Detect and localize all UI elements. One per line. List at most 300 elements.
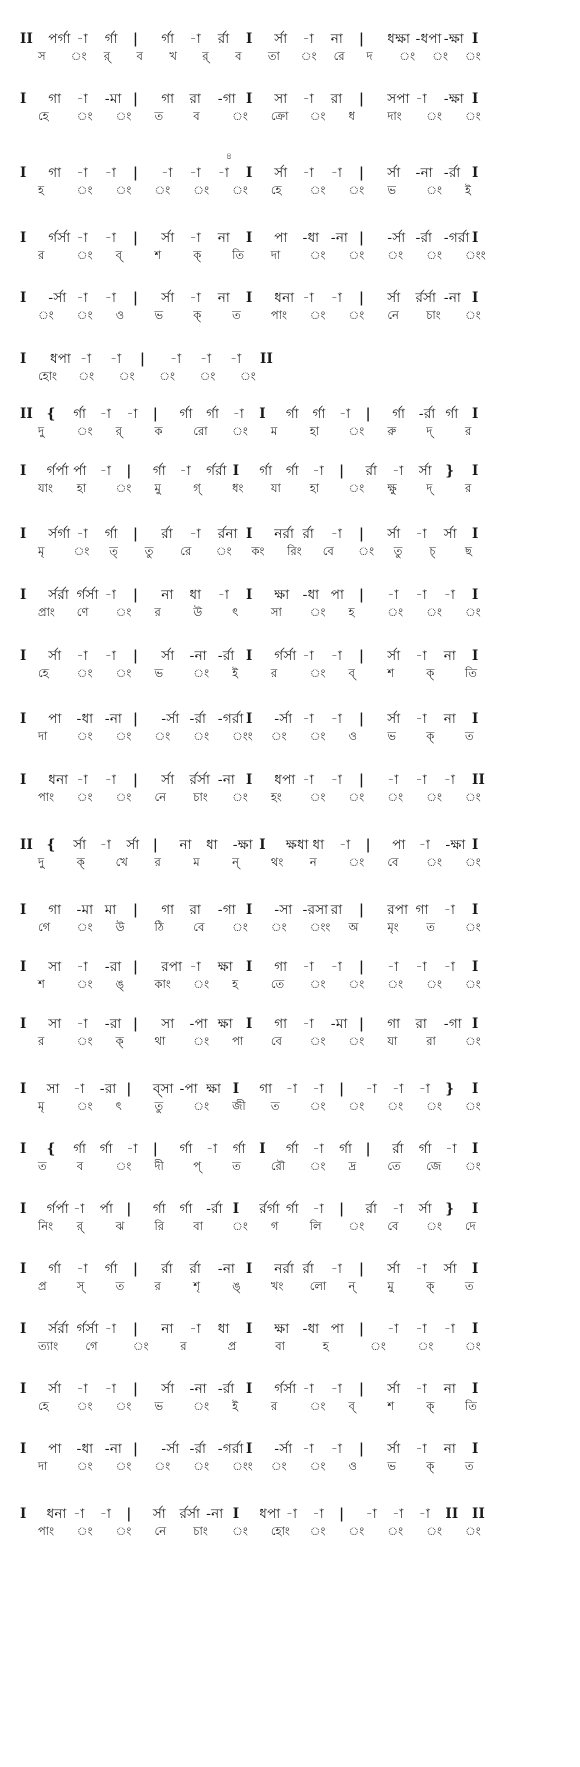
lyric-syllable: ং — [76, 1399, 93, 1413]
swara-note: -া — [302, 165, 314, 181]
lyric-syllable: তে — [387, 1159, 401, 1173]
lyric-syllable: ং — [426, 248, 442, 262]
lyric-syllable: দী — [154, 1159, 164, 1173]
lyric-syllable: স — [38, 49, 46, 63]
lyric-row — [0, 1218, 580, 1234]
bar-separator: | — [133, 959, 139, 975]
swara-note: না — [217, 290, 230, 306]
bar-separator: I — [259, 1141, 266, 1157]
bar-separator: I — [472, 91, 479, 107]
swara-note: পা — [48, 711, 62, 727]
lyric-syllable: ক্ — [426, 1399, 435, 1413]
lyric-syllable: পাং — [38, 1524, 55, 1538]
bar-separator: I — [246, 526, 253, 542]
lyric-syllable: তি — [465, 1399, 477, 1413]
swara-note: -া — [104, 1321, 117, 1337]
bar-separator: I — [20, 230, 27, 246]
lyric-syllable: জী — [232, 1099, 246, 1113]
swara-row — [0, 1440, 580, 1458]
swara-note: -রা — [104, 1016, 122, 1032]
lyric-syllable: ং — [309, 248, 326, 262]
bar-separator: I — [20, 1506, 27, 1522]
swara-note: ধা — [217, 1321, 230, 1337]
swara-note: র্সা — [387, 1381, 401, 1397]
swara-note: -া — [217, 165, 230, 181]
swara-row — [0, 586, 580, 604]
swara-note: র্গর্সা — [76, 1321, 99, 1337]
swara-note: -মা — [104, 91, 122, 107]
swara-note: -ক্ষা — [443, 31, 464, 47]
swara-note: গা — [415, 902, 429, 918]
bar-separator: | — [133, 902, 139, 918]
lyric-syllable: ং — [387, 248, 404, 262]
lyric-syllable: চ্ — [429, 544, 436, 558]
swara-note: -া — [415, 959, 427, 975]
swara-note: সা — [48, 1016, 62, 1032]
swara-note: -া — [302, 772, 314, 788]
lyric-syllable: পা — [232, 1034, 244, 1048]
lyric-syllable: রে — [333, 49, 345, 63]
swara-note: -া — [206, 1141, 218, 1157]
swara-note: -রসা — [302, 902, 329, 918]
lyric-syllable: ও — [348, 729, 357, 743]
swara-note: সা — [46, 1081, 60, 1097]
lyric-syllable: ভ — [154, 308, 164, 322]
lyric-syllable: ংং — [232, 1459, 253, 1473]
bar-separator: I — [246, 902, 253, 918]
lyric-syllable: দ্র — [348, 1159, 357, 1173]
lyric-syllable: প্ — [193, 1159, 202, 1173]
swara-note: রপা — [387, 902, 409, 918]
notation-line — [0, 771, 580, 805]
lyric-syllable: ং — [115, 1524, 132, 1538]
swara-note: -া — [104, 772, 117, 788]
bar-separator: I — [259, 406, 266, 422]
bar-separator: I — [246, 290, 253, 306]
lyric-syllable: ন্ — [348, 1279, 356, 1293]
lyric-syllable: র — [270, 1399, 278, 1413]
lyric-syllable: ং — [154, 1459, 171, 1473]
bar-separator: II — [260, 351, 274, 367]
lyric-row — [0, 976, 580, 992]
swara-note: র্সা — [387, 711, 401, 727]
bar-separator: I — [472, 959, 479, 975]
lyric-syllable: ং — [270, 729, 287, 743]
bar-separator: I — [246, 1381, 253, 1397]
swara-row — [0, 289, 580, 307]
swara-note: র্গা — [161, 31, 175, 47]
lyric-syllable: ং — [309, 109, 326, 123]
swara-note: -া — [415, 526, 427, 542]
swara-note: র্রা — [302, 1261, 315, 1277]
lyric-syllable: ং — [348, 790, 365, 804]
swara-note: -া — [76, 1261, 88, 1277]
lyric-row — [0, 789, 580, 805]
bar-separator: I — [20, 587, 27, 603]
swara-row — [0, 405, 580, 423]
swara-row — [0, 647, 580, 665]
lyric-syllable: বে — [322, 544, 334, 558]
bar-separator: I — [472, 1381, 479, 1397]
notation-line — [0, 710, 580, 744]
swara-note: -গা — [217, 91, 236, 107]
swara-note: র্সর্রা — [48, 587, 69, 603]
lyric-row — [0, 919, 580, 935]
swara-note: -গর্রা — [217, 711, 244, 727]
lyric-row — [0, 604, 580, 620]
lyric-syllable: শৃ — [193, 1279, 201, 1293]
lyric-syllable: খে — [115, 855, 128, 869]
swara-note: -া — [76, 1381, 88, 1397]
swara-note: ধপা — [259, 1506, 281, 1522]
lyric-syllable: রো — [193, 424, 208, 438]
swara-note: -া — [302, 1381, 314, 1397]
swara-note: সা — [48, 959, 62, 975]
lyric-syllable: ং — [193, 977, 210, 991]
bar-separator: I — [472, 1081, 479, 1097]
lyric-syllable: নিং — [38, 1219, 54, 1233]
swara-note: র্পা — [73, 463, 87, 479]
bar-separator: I — [246, 31, 253, 47]
lyric-syllable: দা — [38, 729, 48, 743]
swara-note: গা — [48, 902, 62, 918]
bar-separator: | — [126, 1201, 132, 1217]
bar-separator: I — [20, 1261, 27, 1277]
swara-note: -ক্ষা — [443, 91, 464, 107]
bar-separator: I — [20, 959, 27, 975]
lyric-syllable: ং — [465, 109, 481, 123]
bar-separator: | — [133, 91, 139, 107]
bar-separator: I — [472, 1201, 479, 1217]
lyric-syllable: ং — [232, 424, 248, 438]
lyric-syllable: ত — [38, 1159, 47, 1173]
swara-note: -া — [110, 351, 122, 367]
swara-note: -া — [99, 1506, 112, 1522]
swara-row — [0, 836, 580, 854]
swara-note: -া — [76, 290, 88, 306]
bar-separator: I — [20, 463, 27, 479]
bar-separator: I — [246, 648, 253, 664]
swara-row — [0, 710, 580, 728]
notation-line — [0, 405, 580, 439]
bar-separator: | — [133, 1261, 139, 1277]
bar-separator: { — [46, 837, 56, 853]
swara-note: -র্রা — [418, 406, 436, 422]
swara-note: -া — [76, 1016, 88, 1032]
lyric-syllable: র্ — [202, 49, 209, 63]
swara-note: র্গা — [99, 1141, 113, 1157]
swara-note: -া — [73, 1201, 85, 1217]
lyric-syllable: ং — [348, 424, 365, 438]
lyric-syllable: ক্ — [193, 248, 202, 262]
swara-note: র্সা — [443, 526, 457, 542]
swara-note: না — [161, 587, 174, 603]
bar-separator: | — [133, 1441, 139, 1457]
swara-note: -পা — [189, 1016, 208, 1032]
swara-note: রা — [189, 91, 202, 107]
swara-note: না — [179, 837, 192, 853]
swara-note: র্সা — [48, 1381, 62, 1397]
swara-note: -না — [443, 290, 462, 306]
swara-note: ধা — [312, 837, 325, 853]
lyric-syllable: ক্ — [76, 855, 85, 869]
swara-note: -া — [339, 406, 351, 422]
bar-separator: | — [359, 959, 365, 975]
swara-note: -া — [76, 526, 88, 542]
lyric-syllable: রা — [426, 1034, 436, 1048]
swara-note: র্সা — [126, 837, 140, 853]
lyric-syllable: ং — [465, 605, 481, 619]
swara-note: রপা — [161, 959, 183, 975]
swara-note: -া — [170, 351, 182, 367]
swara-note: -া — [387, 1321, 399, 1337]
lyric-syllable: ই — [232, 1399, 239, 1413]
swara-note: র্গা — [339, 1141, 353, 1157]
lyric-syllable: ত — [154, 109, 164, 123]
bar-separator: I — [246, 711, 253, 727]
swara-note: -না — [189, 648, 207, 664]
lyric-syllable: স্ — [76, 1279, 85, 1293]
bar-separator: } — [445, 1201, 455, 1217]
lyric-syllable: ৎ — [115, 1099, 122, 1113]
bar-separator: I — [20, 1081, 27, 1097]
notation-line — [0, 90, 580, 124]
lyric-syllable: রু — [387, 424, 397, 438]
lyric-syllable: ং — [300, 49, 317, 63]
lyric-syllable: যাং — [38, 481, 53, 495]
bar-separator: I — [20, 1441, 27, 1457]
lyric-row — [0, 543, 580, 559]
lyric-syllable: খং — [270, 1279, 284, 1293]
swara-note: না — [443, 648, 456, 664]
swara-note: -া — [302, 1016, 314, 1032]
bar-separator: I — [246, 1441, 253, 1457]
notation-line — [0, 1140, 580, 1174]
lyric-syllable: চাং — [193, 790, 208, 804]
lyric-syllable: ং — [76, 1034, 93, 1048]
lyric-syllable: ই — [465, 183, 471, 197]
lyric-syllable: ং — [193, 666, 210, 680]
bar-separator: | — [133, 1321, 139, 1337]
swara-note: -ধা — [76, 1441, 94, 1457]
swara-note: -া — [189, 230, 201, 246]
swara-note: -র্রা — [217, 648, 235, 664]
swara-row — [0, 525, 580, 543]
lyric-syllable: হা — [309, 481, 320, 495]
swara-note: -া — [330, 959, 343, 975]
lyric-row — [0, 1523, 580, 1539]
lyric-syllable: ং — [115, 1399, 132, 1413]
swara-note: -া — [76, 959, 88, 975]
swara-note: গা — [274, 959, 288, 975]
swara-note: -না — [330, 230, 349, 246]
bar-separator: | — [359, 1261, 365, 1277]
lyric-syllable: ত — [465, 729, 474, 743]
swara-note: -া — [73, 1081, 85, 1097]
lyric-syllable: ং — [193, 1099, 210, 1113]
lyric-syllable: ং — [199, 369, 216, 383]
swara-note: র্গা — [285, 1141, 299, 1157]
bar-separator: I — [20, 1381, 27, 1397]
lyric-syllable: ং — [348, 248, 365, 262]
lyric-syllable: বে — [387, 855, 399, 869]
swara-row — [0, 350, 580, 368]
lyric-syllable: ং — [232, 183, 248, 197]
bar-separator: | — [133, 648, 139, 664]
lyric-syllable: দ্ — [426, 481, 433, 495]
lyric-syllable: গ্ — [193, 481, 201, 495]
swara-note: গা — [274, 1016, 288, 1032]
swara-note: র্রা — [217, 31, 230, 47]
bar-separator: I — [472, 526, 479, 542]
swara-note: -া — [302, 31, 314, 47]
lyric-syllable: ং — [426, 605, 442, 619]
lyric-syllable: থং — [270, 855, 284, 869]
lyric-syllable: হ — [322, 1339, 329, 1353]
swara-note: র্সা — [387, 526, 401, 542]
swara-note: -মা — [330, 1016, 348, 1032]
bar-separator: | — [133, 165, 139, 181]
lyric-syllable: ং — [465, 1159, 481, 1173]
lyric-syllable: ম — [270, 424, 278, 438]
lyric-syllable: ং — [399, 49, 416, 63]
lyric-row — [0, 1278, 580, 1294]
swara-row — [0, 958, 580, 976]
notation-line — [0, 229, 580, 263]
lyric-syllable: র্ — [103, 49, 111, 63]
lyric-syllable: ণে — [76, 605, 89, 619]
swara-note: রা — [330, 91, 343, 107]
bar-separator: | — [133, 711, 139, 727]
swara-note: -া — [189, 959, 201, 975]
swara-note: না — [443, 1441, 456, 1457]
bar-separator: | — [359, 526, 365, 542]
swara-note: -র্রা — [217, 1381, 235, 1397]
swara-note: র্গা — [418, 1141, 432, 1157]
lyric-syllable: ং — [76, 248, 93, 262]
lyric-syllable: হে — [38, 666, 49, 680]
lyric-syllable: ও — [115, 308, 125, 322]
swara-note: সপা — [387, 91, 410, 107]
lyric-syllable: ং — [76, 183, 93, 197]
swara-note: ক্ষা — [217, 1016, 233, 1032]
bar-separator: | — [359, 1381, 365, 1397]
swara-note: র্সা — [161, 1381, 175, 1397]
notation-line — [0, 958, 580, 992]
lyric-syllable: ব্ — [348, 1399, 355, 1413]
swara-note: র্গা — [179, 1141, 193, 1157]
lyric-row — [0, 1033, 580, 1049]
swara-note: -া — [443, 772, 456, 788]
bar-separator: | — [339, 1201, 345, 1217]
swara-note: -া — [330, 526, 343, 542]
swara-note: -া — [365, 1081, 377, 1097]
swara-note: -গা — [217, 902, 236, 918]
swara-note: -া — [104, 587, 117, 603]
swara-note: র্রা — [161, 1261, 173, 1277]
bar-separator: | — [133, 772, 139, 788]
notation-line — [0, 1505, 580, 1539]
lyric-syllable: হে — [38, 109, 49, 123]
bar-separator: | — [126, 1506, 132, 1522]
swara-note: -া — [76, 772, 88, 788]
swara-note: র্গা — [285, 1201, 299, 1217]
swara-note: -না — [217, 772, 236, 788]
swara-note: -া — [387, 959, 399, 975]
lyric-syllable: হা — [76, 481, 87, 495]
bar-separator: I — [20, 91, 27, 107]
lyric-syllable: হা — [309, 424, 320, 438]
lyric-syllable: কাং — [154, 977, 171, 991]
swara-note: -া — [217, 587, 230, 603]
swara-note: -া — [392, 1201, 404, 1217]
swara-note: র্গা — [73, 1141, 87, 1157]
bar-separator: | — [359, 290, 365, 306]
swara-note: -া — [312, 1141, 324, 1157]
swara-note: র্রর্গা — [259, 1201, 280, 1217]
swara-row — [0, 1320, 580, 1338]
bar-separator: I — [20, 165, 27, 181]
lyric-syllable: ং — [73, 544, 90, 558]
swara-note: র্সা — [387, 648, 401, 664]
swara-note: -র্রা — [443, 165, 461, 181]
lyric-syllable: ং — [115, 790, 132, 804]
lyric-syllable: প্রাং — [38, 605, 55, 619]
lyric-syllable: ং — [193, 1034, 210, 1048]
bar-separator: I — [20, 351, 27, 367]
lyric-syllable: মু — [154, 481, 161, 495]
lyric-syllable: ং — [193, 1399, 210, 1413]
lyric-syllable: তে — [270, 977, 285, 991]
swara-note: -া — [104, 290, 117, 306]
notation-line — [0, 525, 580, 559]
lyric-syllable: গে — [85, 1339, 98, 1353]
bar-separator: | — [365, 406, 371, 422]
swara-note: -গা — [443, 1016, 462, 1032]
bar-separator: I — [20, 902, 27, 918]
swara-row — [0, 1200, 580, 1218]
bar-separator: | — [126, 463, 132, 479]
lyric-syllable: ন্ — [232, 855, 239, 869]
lyric-syllable: ক্ — [426, 666, 435, 680]
bar-separator: | — [359, 772, 365, 788]
swara-note: র্রা — [302, 526, 315, 542]
swara-note: ধপা — [50, 351, 72, 367]
bar-separator: I — [472, 165, 479, 181]
swara-note: -া — [443, 587, 456, 603]
lyric-syllable: ং — [309, 666, 326, 680]
swara-note: -া — [415, 1441, 427, 1457]
lyric-syllable: ং — [348, 1034, 365, 1048]
swara-note: র্সর্গা — [48, 526, 71, 542]
swara-note: ক্ষা — [206, 1081, 222, 1097]
lyric-syllable: ং — [115, 605, 132, 619]
swara-note: -া — [189, 526, 201, 542]
swara-note: -া — [418, 837, 431, 853]
bar-separator: | — [133, 31, 139, 47]
lyric-syllable: র — [154, 855, 161, 869]
swara-note: -সা — [274, 902, 293, 918]
swara-note: -া — [418, 1506, 431, 1522]
swara-note: -া — [230, 351, 242, 367]
lyric-syllable: দ — [366, 49, 373, 63]
swara-note: নর্রা — [274, 1261, 295, 1277]
lyric-syllable: ংং — [232, 729, 253, 743]
swara-note: -া — [104, 1381, 117, 1397]
lyric-syllable: ং — [309, 1159, 326, 1173]
lyric-syllable: ং — [193, 183, 210, 197]
swara-note: পর্গা — [48, 31, 71, 47]
